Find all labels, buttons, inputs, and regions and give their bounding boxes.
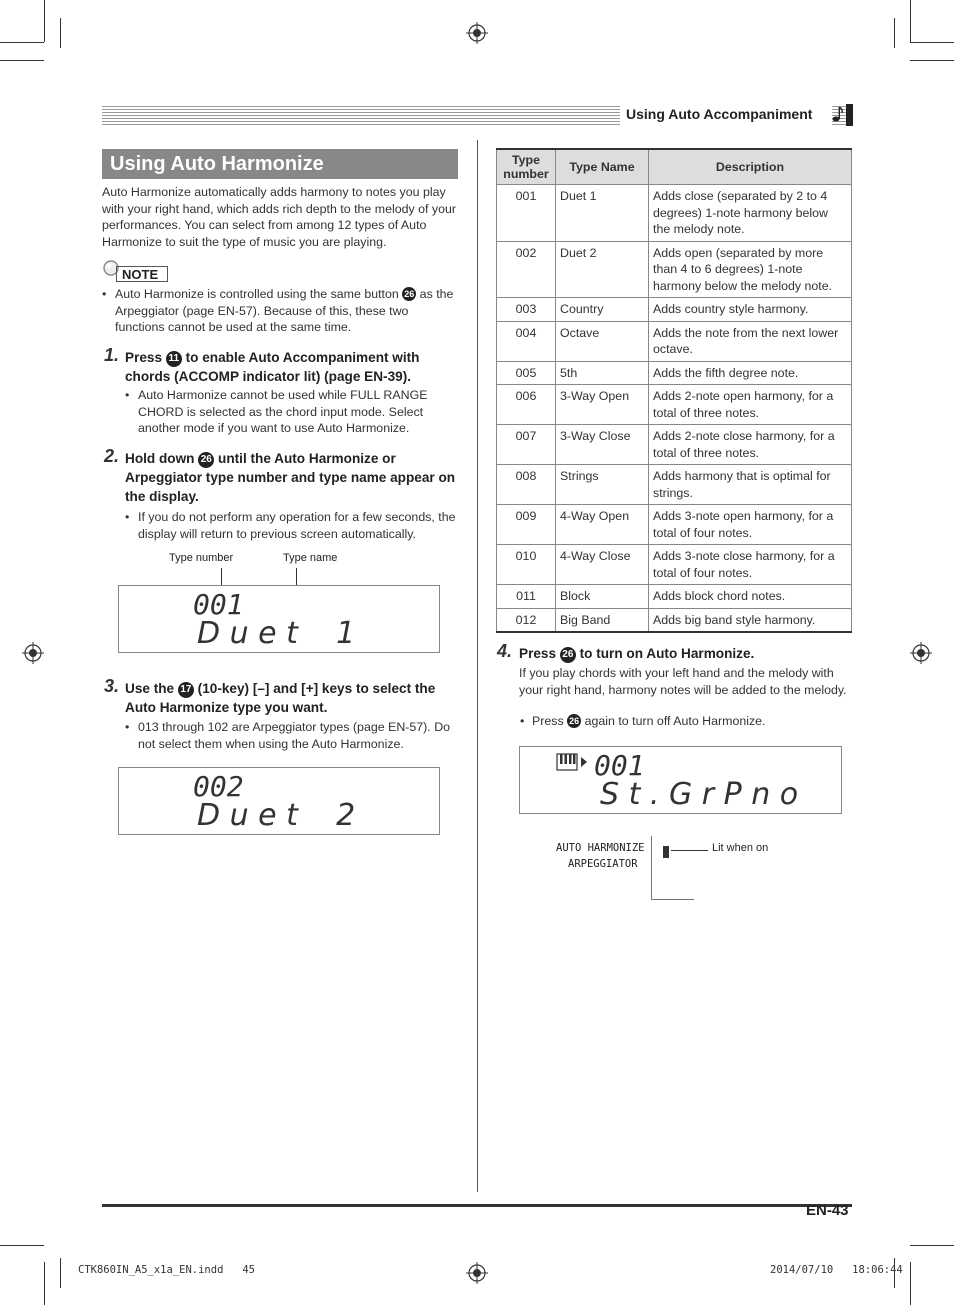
page-header-title: Using Auto Accompaniment [626, 106, 813, 122]
lcd-type-number: 001 [594, 749, 645, 782]
cell-type-number: 008 [497, 465, 556, 505]
indicator-lamp [663, 846, 669, 858]
step-4-bullet: • Press 26 again to turn off Auto Harmonize. [520, 714, 766, 728]
step-2-bullet-text: If you do not perform any operation for a few seconds, the display will return to previous screen automatically. [138, 510, 456, 541]
col-type-number: Type number [497, 149, 556, 185]
table-row [497, 608, 852, 632]
indicator-bracket-bottom [651, 899, 694, 900]
indicator-label-arpeggiator: ARPEGGIATOR [568, 858, 638, 870]
cell-type-number: 011 [497, 585, 556, 609]
cell-type-name: Country [556, 298, 649, 322]
cell-type-number: 010 [497, 545, 556, 585]
crop-mark [910, 60, 954, 61]
cell-type-number: 006 [497, 385, 556, 425]
footer-rule [102, 1204, 852, 1207]
cell-description: Adds block chord notes. [649, 585, 852, 609]
cell-type-number: 007 [497, 425, 556, 465]
table-row [497, 385, 852, 425]
step-number: 4. [497, 641, 513, 661]
cell-type-number: 005 [497, 361, 556, 385]
type-table [496, 148, 852, 633]
cell-type-name: Block [556, 585, 649, 609]
intro-paragraph: Auto Harmonize automatically adds harmony to notes you play with your right hand, which adds rich depth to the melody of your performances. You can select from among 12 types of Auto Harmonize to suit the type of music you are playing. [102, 185, 457, 249]
music-note-icon [832, 105, 844, 123]
indicator-label-auto-harmonize: AUTO HARMONIZE [556, 842, 645, 854]
indicator-leader [671, 850, 708, 851]
table-row [497, 505, 852, 545]
button-17-icon: 17 [178, 682, 194, 698]
crop-mark [0, 42, 44, 43]
cell-description: Adds big band style harmony. [649, 608, 852, 632]
cell-description: Adds 3-note close harmony, for a total of four notes. [649, 545, 852, 585]
indicator-lit-label: Lit when on [712, 842, 769, 854]
step-4-bullet-text-b: again to turn off Auto Harmonize. [584, 714, 766, 728]
button-26-icon: 26 [569, 716, 580, 726]
note-label-text: NOTE [122, 267, 159, 282]
table-row [497, 321, 852, 361]
cell-type-number: 001 [497, 185, 556, 242]
crop-mark [0, 1245, 44, 1246]
lcd-display [118, 585, 440, 653]
cell-type-name: 4-Way Close [556, 545, 649, 585]
header-tab-bar [846, 104, 853, 126]
table-row [497, 361, 852, 385]
cell-description: Adds 3-note open harmony, for a total of four notes. [649, 505, 852, 545]
step-number: 2. [104, 446, 120, 466]
step-number: 1. [104, 345, 120, 365]
crop-mark [894, 18, 895, 48]
lcd-type-name: D u e t 1 [197, 616, 356, 651]
step-3-text [125, 679, 460, 717]
crop-mark [910, 0, 911, 42]
lcd-type-number: 001 [193, 588, 244, 621]
cell-type-number: 009 [497, 505, 556, 545]
cell-description: Adds open (separated by more than 4 to 6 degrees) 1-note harmony below the melody note. [649, 241, 852, 298]
indicator-bracket [651, 836, 652, 900]
cell-type-name: Big Band [556, 608, 649, 632]
registration-mark-icon [910, 642, 932, 664]
note-bullet: • Auto Harmonize is controlled using the same button 26 as the Arpeggiator (page EN-57). Because of this, these two functions cannot be used at the same time. [102, 287, 454, 334]
cell-type-name: 4-Way Open [556, 505, 649, 545]
step-1-bullet-text: Auto Harmonize cannot be used while FULL RANGE CHORD is selected as the chord input mode. Select another mode if you want to use Auto Harmonize. [138, 388, 428, 435]
note-bullet-text-b: as the Arpeggiator (page EN-57). Because of this, these two functions cannot be used at the same time. [115, 287, 454, 334]
file-slug: CTK860IN_A5_x1a_EN.indd 45 [78, 1264, 256, 1276]
table-row [497, 241, 852, 298]
lcd-display [118, 767, 440, 835]
lcd-display [519, 746, 842, 814]
button-26-icon: 26 [560, 647, 576, 663]
crop-mark [910, 42, 954, 43]
cell-type-number: 012 [497, 608, 556, 632]
lcd-type-number: 002 [193, 770, 244, 803]
date-slug: 2014/07/10 18:06:44 [770, 1264, 903, 1276]
crop-mark [910, 1262, 911, 1305]
keyboard-icon [556, 753, 578, 771]
column-divider [477, 140, 478, 1192]
cell-description: Adds the note from the next lower octave. [649, 321, 852, 361]
cell-type-name: 3-Way Open [556, 385, 649, 425]
triangle-indicator-icon [581, 757, 587, 767]
table-row [497, 425, 852, 465]
cell-type-number: 004 [497, 321, 556, 361]
crop-mark [60, 1258, 61, 1288]
step-number: 3. [104, 676, 120, 696]
step-2-text-b: until the Auto Harmonize or Arpeggiator type number and type name appear on the display. [125, 451, 456, 504]
table-row [497, 185, 852, 242]
button-26-icon: 26 [404, 289, 415, 299]
step-3-text-b: (10-key) [–] and [+] keys to select the Auto Harmonize type you want. [125, 681, 436, 715]
step-4-paragraph: If you play chords with your left hand and the melody with your right hand, harmony notes will be added to the melody. [519, 666, 847, 697]
crop-mark [910, 1245, 954, 1246]
cell-description: Adds close (separated by 2 to 4 degrees) 1-note harmony below the melody note. [649, 185, 852, 242]
col-type-name: Type Name [556, 149, 649, 185]
crop-mark [0, 60, 44, 61]
step-3-bullet-text: 013 through 102 are Arpeggiator types (page EN-57). Do not select them when using the Auto Harmonize. [138, 720, 451, 751]
step-3-bullet: • 013 through 102 are Arpeggiator types (page EN-57). Do not select them when using the Auto Harmonize. [125, 719, 457, 752]
step-4-bullet-text-a: Press [532, 714, 564, 728]
registration-mark-icon [22, 642, 44, 664]
table-row [497, 465, 852, 505]
label-type-number: Type number [169, 552, 234, 564]
cell-type-name: Strings [556, 465, 649, 505]
lcd-type-name: S t . G r P n o [600, 777, 799, 812]
step-2-text-a: Hold down [125, 451, 195, 466]
step-1-text-b: to enable Auto Accompaniment with chords (ACCOMP indicator lit) (page EN-39). [125, 350, 420, 384]
registration-mark-icon [466, 1262, 488, 1284]
cell-description: Adds 2-note open harmony, for a total of three notes. [649, 385, 852, 425]
page-number: EN-43 [806, 1202, 849, 1219]
cell-type-name: 5th [556, 361, 649, 385]
cell-description: Adds the fifth degree note. [649, 361, 852, 385]
crop-mark [44, 0, 45, 42]
cell-description: Adds country style harmony. [649, 298, 852, 322]
crop-mark [60, 18, 61, 48]
step-2-text [125, 449, 460, 506]
step-4-text [519, 644, 854, 663]
crop-mark [44, 1262, 45, 1305]
lcd-type-name: D u e t 2 [197, 798, 356, 833]
table-row [497, 298, 852, 322]
table-header-row [497, 149, 852, 185]
button-26-icon: 26 [198, 452, 214, 468]
cell-description: Adds 2-note close harmony, for a total of three notes. [649, 425, 852, 465]
step-3-text-a: Use the [125, 681, 175, 696]
step-4-text-b: to turn on Auto Harmonize. [579, 646, 755, 661]
cell-type-name: Duet 1 [556, 185, 649, 242]
button-11-icon: 11 [166, 351, 182, 367]
cell-type-number: 003 [497, 298, 556, 322]
table-row [497, 585, 852, 609]
table-row [497, 545, 852, 585]
col-description: Description [649, 149, 852, 185]
cell-type-name: Duet 2 [556, 241, 649, 298]
section-title: Using Auto Harmonize [102, 149, 458, 179]
cell-type-name: Octave [556, 321, 649, 361]
cell-type-number: 002 [497, 241, 556, 298]
step-2-bullet: • If you do not perform any operation for a few seconds, the display will return to previous screen automatically. [125, 510, 456, 541]
registration-mark-icon [466, 22, 488, 44]
step-1-bullet: • Auto Harmonize cannot be used while FULL RANGE CHORD is selected as the chord input mode. Select another mode if you want to use Auto Harmonize. [125, 387, 457, 437]
label-type-name: Type name [283, 552, 338, 564]
step-1-text [125, 348, 460, 386]
cell-description: Adds harmony that is optimal for strings. [649, 465, 852, 505]
note-bullet-text-a: Auto Harmonize is controlled using the same button [115, 287, 399, 301]
step-1-text-a: Press [125, 350, 163, 365]
step-4-text-a: Press [519, 646, 557, 661]
cell-type-name: 3-Way Close [556, 425, 649, 465]
